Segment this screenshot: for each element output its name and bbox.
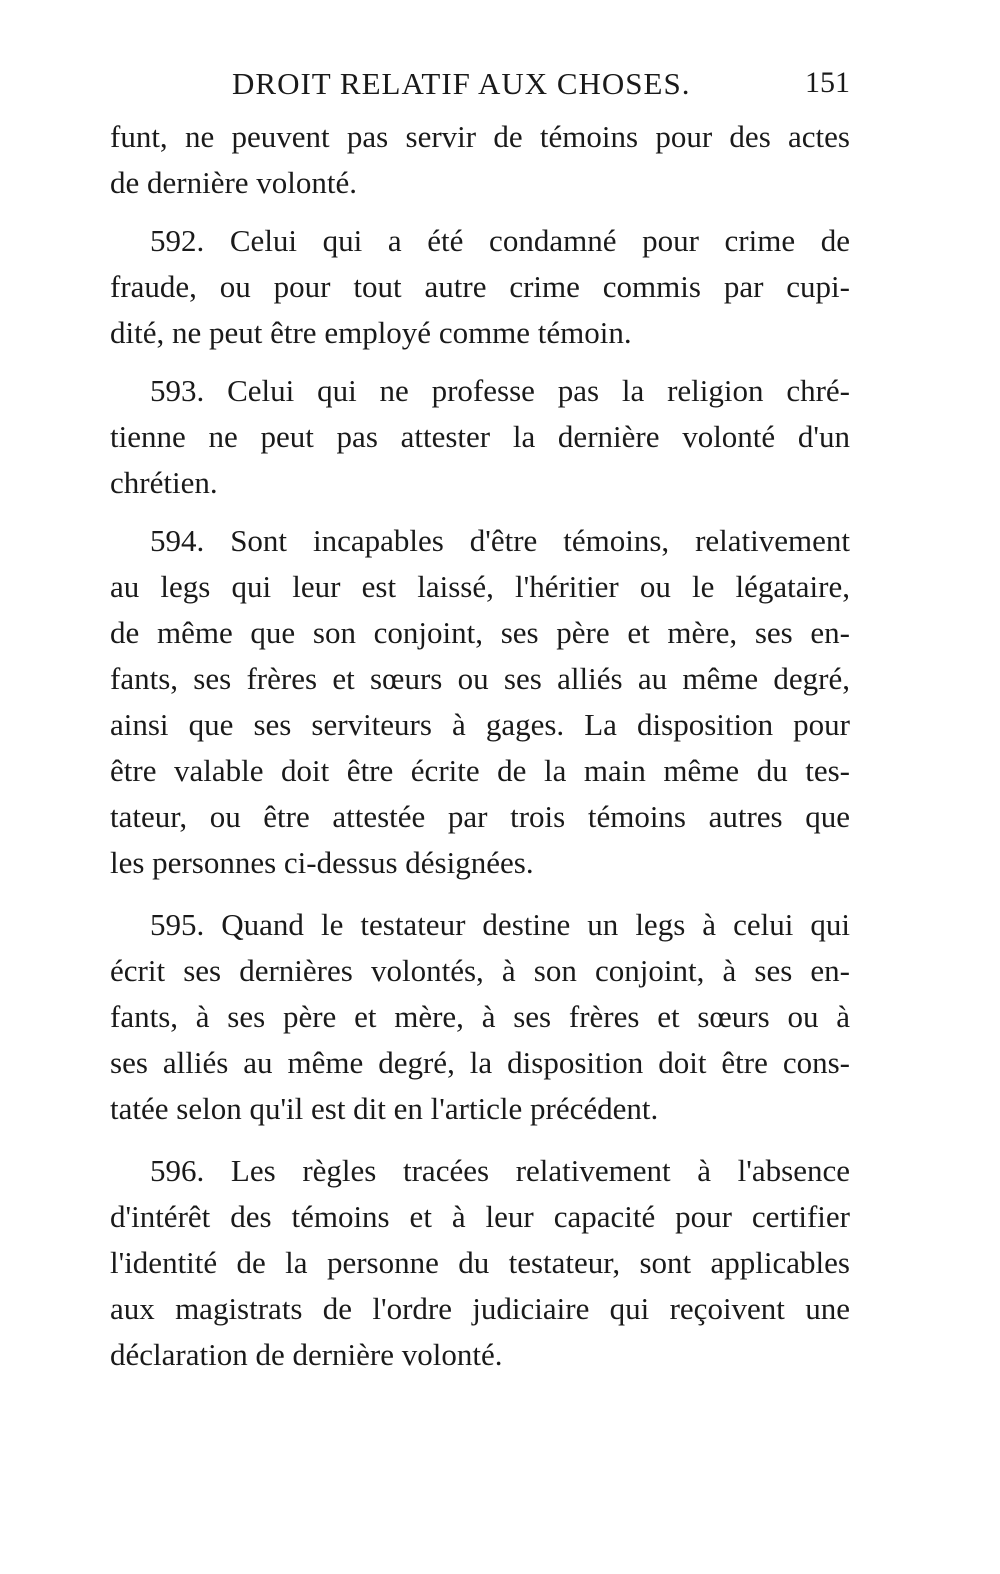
text-line: tienne ne peut pas attester la dernière volonté d'un [110, 419, 850, 454]
article-594 [110, 518, 850, 886]
text-line: 594. Sont incapables d'être témoins, relativement [150, 523, 850, 558]
text-line: de dernière volonté. [110, 165, 358, 200]
text-line: tatée selon qu'il est dit en l'article précédent. [110, 1091, 659, 1126]
article-592 [110, 218, 850, 356]
text-line: 595. Quand le testateur destine un legs à celui qui [150, 907, 850, 942]
running-header [110, 66, 850, 106]
text-line: au legs qui leur est laissé, l'héritier ou le légataire, [110, 569, 850, 604]
body-text [110, 114, 850, 1378]
text-line: 593. Celui qui ne professe pas la religion chré- [150, 373, 850, 408]
text-line: fants, ses frères et sœurs ou ses alliés au même degré, [110, 661, 850, 696]
text-line: de même que son conjoint, ses père et mère, ses en- [110, 615, 850, 650]
text-line: les personnes ci-dessus désignées. [110, 845, 534, 880]
article-596 [110, 1148, 850, 1378]
running-title: DROIT RELATIF AUX CHOSES. [232, 66, 691, 101]
text-line: chrétien. [110, 465, 218, 500]
text-line: aux magistrats de l'ordre judiciaire qui reçoivent une [110, 1291, 850, 1326]
text-line: dité, ne peut être employé comme témoin. [110, 315, 632, 350]
page-number: 151 [805, 66, 850, 99]
text-line: fraude, ou pour tout autre crime commis par cupi- [110, 269, 850, 304]
paragraph-continuation [110, 114, 850, 206]
text-line: fants, à ses père et mère, à ses frères et sœurs ou à [110, 999, 850, 1034]
text-line: ainsi que ses serviteurs à gages. La disposition pour [110, 707, 850, 742]
text-line: 592. Celui qui a été condamné pour crime de [150, 223, 850, 258]
text-line: d'intérêt des témoins et à leur capacité pour certifier [110, 1199, 850, 1234]
text-line: funt, ne peuvent pas servir de témoins pour des actes [110, 119, 850, 154]
text-line: être valable doit être écrite de la main même du tes- [110, 753, 850, 788]
text-line: déclaration de dernière volonté. [110, 1337, 503, 1372]
text-line: écrit ses dernières volontés, à son conjoint, à ses en- [110, 953, 850, 988]
text-line: 596. Les règles tracées relativement à l'absence [150, 1153, 850, 1188]
article-595 [110, 902, 850, 1132]
text-line: ses alliés au même degré, la disposition doit être cons- [110, 1045, 850, 1080]
text-line: tateur, ou être attestée par trois témoins autres que [110, 799, 850, 834]
article-593 [110, 368, 850, 506]
text-line: l'identité de la personne du testateur, sont applicables [110, 1245, 850, 1280]
